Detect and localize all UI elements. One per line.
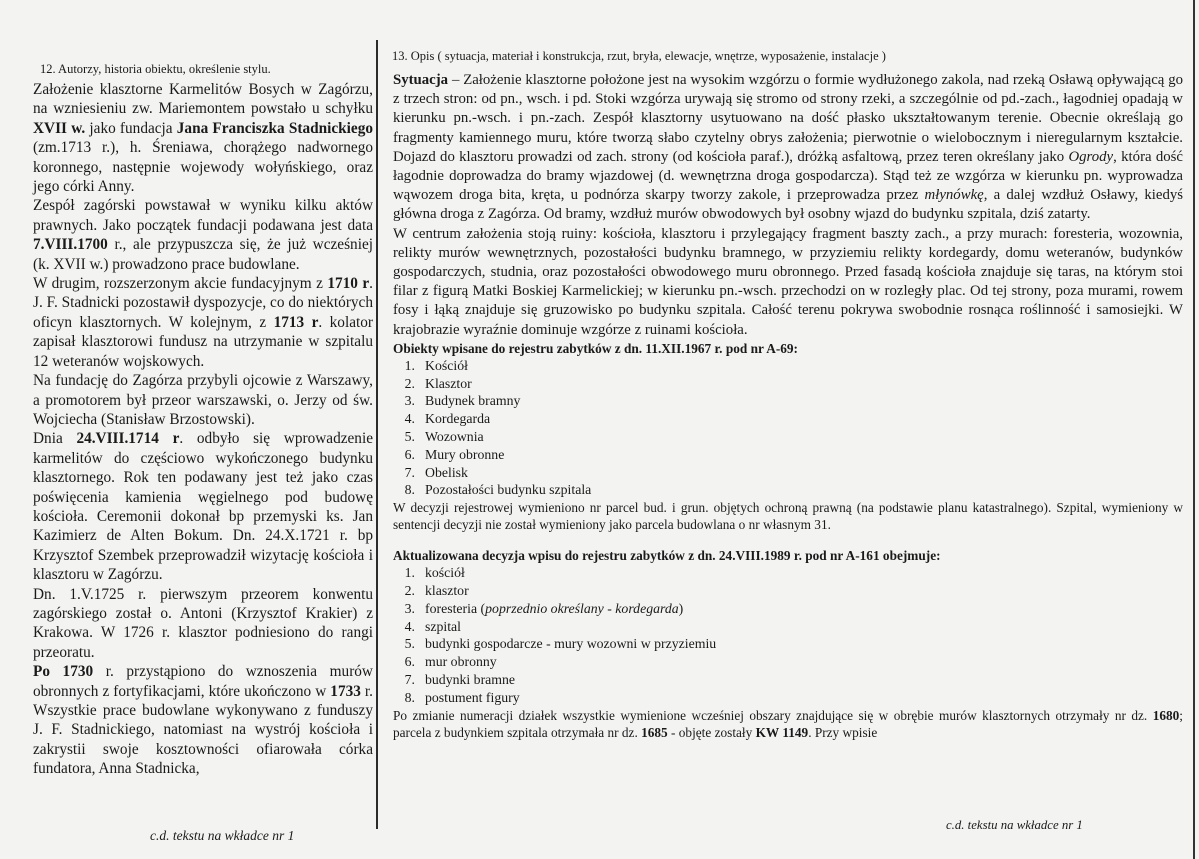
register-list-1967 xyxy=(393,357,1183,499)
sytuacja-paragraph xyxy=(393,71,1183,225)
list-item: 1. Kościół xyxy=(404,357,468,373)
list-item: 7. Obelisk xyxy=(404,464,468,480)
list-item: 8. Pozostałości budynku szpitala xyxy=(404,482,592,498)
list1-note: W decyzji rejestrowej wymieniono nr parcel bud. i grun. objętych ochroną prawną (na podstawie planu katastralnego). Szpital, wymieniony w sentencji decyzji nie został wymieniony jako parcela budowlana o nr własnym 31. xyxy=(393,500,1183,533)
left-continuation-note: c.d. tekstu na wkładce nr 1 xyxy=(150,828,295,843)
list-item: 5. Wozownia xyxy=(404,429,484,445)
sytuacja-text-2: , która dość łagodnie doprowadza do bramy wjazdowej (d. wewnętrzna droga gospodarcza). Stąd też ze wzgórza w kierunku pn. wyprowadza wąwozem droga bita, kręta, u podnórza skarpy tworzy zakole, i przeprowadza przez xyxy=(393,148,1183,204)
list-item: 3. Budynek bramny xyxy=(404,393,521,409)
right-continuation-note: c.d. tekstu na wkładce nr 1 xyxy=(946,818,1083,832)
list-item: 8. postument figury xyxy=(404,689,520,705)
section-13-body xyxy=(393,71,1183,741)
list-item: 4. Kordegarda xyxy=(404,411,491,427)
ogrody-term: Ogrody xyxy=(1068,148,1114,165)
list-item: 6. Mury obronne xyxy=(404,446,505,462)
sytuacja-text-3: , a dalej wzdłuż Osławy, kiedyś główna droga z Zagórza. Od bramy, wzdłuż murów obwodowych był osobny wjazd do budynku szpitala, dziś zatarty. xyxy=(393,187,1184,223)
list-item: 5. budynki gospodarcze - mury wozowni w przyziemiu xyxy=(404,636,717,652)
list-item: 2. Klasztor xyxy=(404,375,472,391)
list1-heading: Obiekty wpisane do rejestru zabytków z dn. 11.XII.1967 r. pod nr A-69: xyxy=(393,340,798,356)
list-item: 3. foresteria (poprzednio określany - kordegarda) xyxy=(404,600,684,616)
history-paragraph: Po 1730 r. przystąpiono do wznoszenia murów obronnych z fortyfikacjami, które ukończono w 1733 r. Wszystkie prace budowlane wykonywano z funduszy J. F. Stadnickiego, natomiast na wystrój kościoła i zakrystii swoje kosztowności ofiarowała córka fundatora, Anna Stadnicka, xyxy=(33,663,373,778)
section-12-heading: 12. Autorzy, historia obiektu, określenie stylu. xyxy=(40,62,271,76)
sytuacja-label: Sytuacja xyxy=(393,72,449,88)
list-item: 7. budynki bramne xyxy=(404,672,516,687)
section-13-heading: 13. Opis ( sytuacja, materiał i konstrukcja, rzut, bryła, elewacje, wnętrze, wyposażenie, instalacje ) xyxy=(392,49,886,63)
centrum-paragraph: W centrum założenia stoją ruiny: kościoła, klasztoru i przylegający fragment baszty zach., a przy murach: foresteria, wozownia, relikty murów wewnętrznych, pozostałości budynku bramnego, w przyziemiu relikty kordegardy, domu weteranów, budynków gospodarczych, studnia, oraz pozostałości obwodowego muru obronnego. Przed fasadą kościoła znajduje się taras, na którym stoi filar z figurą Matki Boskiej Karmelickiej; w kierunku pn.-wsch. przechodzi on w rozległy plac. Od tej strony, poza murami, rowem fosy i łąką znajduje się gruzowisko po budynku szpitala. Całość terenu pokrywa swobodnie rosnąca roślinność i samosiejki. W krajobrazie wyraźnie dominuje wzgórze z ruinami kościoła. xyxy=(393,225,1183,338)
history-paragraph: Dn. 1.V.1725 r. pierwszym przeorem konwentu zagórskiego został o. Antoni (Krzysztof Krakier) z Krakowa. W 1726 r. klasztor podniesiono do rangi przeoratu. xyxy=(33,585,373,661)
history-paragraph: W drugim, rozszerzonym akcie fundacyjnym z 1710 r. J. F. Stadnicki pozostawił dyspozycje, co do niektórych oficyn klasztornych. W kolejnym, z 1713 r. kolator zapisał klasztorowi fundusz na utrzymanie w szpitalu 12 weteranów wojskowych. xyxy=(33,275,373,370)
history-paragraph: Na fundację do Zagórza przybyli ojcowie z Warszawy, a promotorem był przeor warszawski, o. Jerzy od św. Wojciecha (Stanisław Brzostowski). xyxy=(33,372,373,428)
history-paragraph: Zespół zagórski powstawał w wyniku kilku aktów prawnych. Jako początek fundacji podawana jest data 7.VIII.1700 r., ale przypuszcza się, że już wcześniej (k. XVII w.) prowadzono prace budowlane. xyxy=(33,197,373,273)
column-divider xyxy=(376,40,378,829)
mlynowke-term: młynówkę xyxy=(924,187,984,204)
history-paragraph: Założenie klasztorne Karmelitów Bosych w Zagórzu, na wzniesieniu zw. Mariemontem powstało u schyłku XVII w. jako fundacja Jana Franciszka Stadnickiego (zm.1713 r.), h. Śreniawa, chorążego nadwornego koronnego, następnie wojewody wołyńskiego, oraz jego córki Anny. xyxy=(33,81,373,196)
list-item: 6. mur obronny xyxy=(404,654,497,670)
history-paragraph: Dnia 24.VIII.1714 r. odbyło się wprowadzenie karmelitów do częściowo wykończonego budynku klasztornego. Rok ten podawany jest też jako czas poświęcenia kamienia węgielnego pod budowę kościoła. Ceremonii dokonał bp przemyski ks. Jan Kazimierz de Alten Bokum. Dn. 24.X.1721 r. bp Krzysztof Szembek przeprowadził wizytację kościoła i klasztoru w Zagórzu. xyxy=(33,430,373,584)
list2-heading: Aktualizowana decyzja wpisu do rejestru zabytków z dn. 24.VIII.1989 r. pod nr A-161 obejmuje: xyxy=(393,548,941,564)
list-item: 1. kościół xyxy=(404,565,465,581)
page-border xyxy=(1193,0,1195,859)
register-list-1989 xyxy=(393,564,1183,706)
final-note: Po zmianie numeracji działek wszystkie wymienione wcześniej obszary znajdujące się w obrębie murów klasztornych otrzymały nr dz. 1680; parcela z budynkiem szpitala otrzymała nr dz. 1685 - objęte zostały KW 1149. Przy wpisie xyxy=(393,707,1183,740)
section-12-body xyxy=(33,80,373,779)
list-item: 4. szpital xyxy=(404,618,462,634)
sytuacja-text: – Założenie klasztorne położone jest na wysokim wzgórzu o formie wydłużonego zakola, nad rzeką Osławą opływającą go z trzech stron: od pn., wsch. i pd. Stoki wzgórza urywają się stromo od strony rzeki, a szczególnie od pd.-zach., łagodniej opadają w kierunku pn.-wsch. i pn.-zach. Zespół klasztorny usytuowano na dość płasko ukształtowanym terenie. Obecnie określają go fragmenty kamiennego muru, które tworzą słabo czytelny obrys założenia; pierwotnie o wielobocznym i nieregularnym kształcie. Dojazd do klasztoru prowadzi od zach. strony (od kościoła paraf.), dróżką asfaltową, przez teren określany jako xyxy=(393,72,1183,165)
list-item: 2. klasztor xyxy=(404,583,469,599)
